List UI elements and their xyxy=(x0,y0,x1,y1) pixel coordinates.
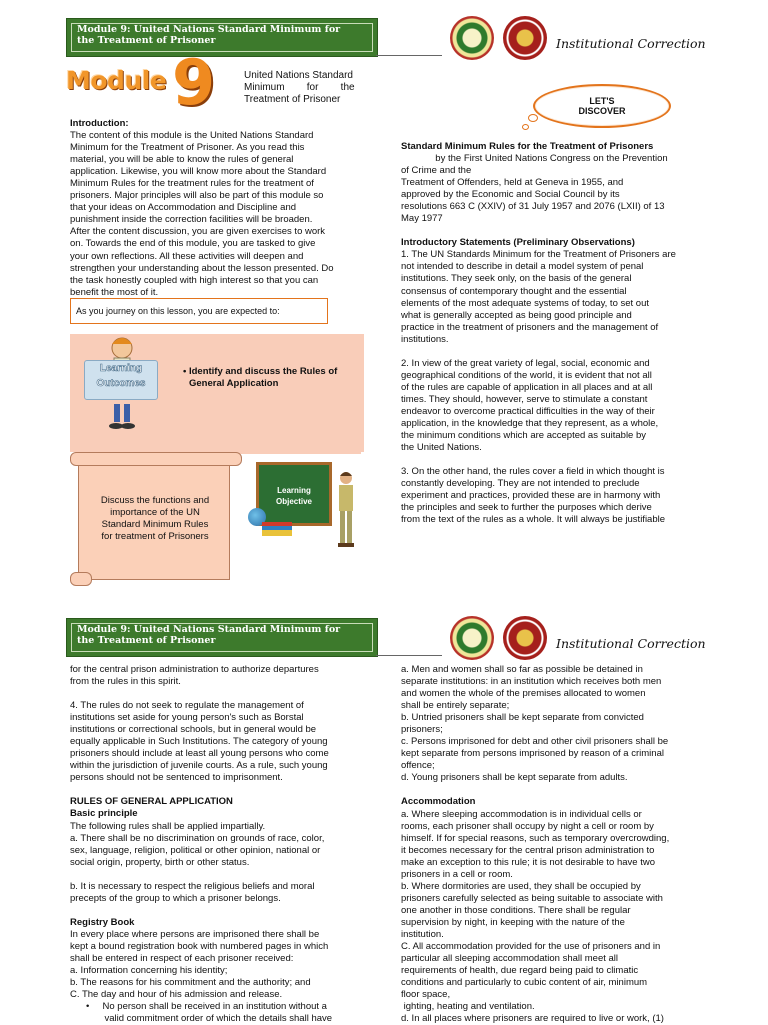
introduction-heading: Introduction: xyxy=(70,118,129,129)
paragraph-line: practice in the treatment of prisoners and the management of xyxy=(401,321,659,333)
paragraph-line: within the jurisdiction of juvenile courts. As a rule, such young xyxy=(70,760,328,772)
paragraph-line: b. Where dormitories are used, they shall be occupied by xyxy=(401,880,641,892)
header-divider xyxy=(376,55,442,56)
paragraph-line: prisoners should include at least all young persons who come xyxy=(70,748,329,760)
standard-minimum-rules-section xyxy=(401,141,727,526)
paragraph-line: conditions and particularly to cubic content of air, minimum xyxy=(401,977,648,989)
paragraph-line: In every place where persons are imprisoned there shall be xyxy=(70,928,320,940)
paragraph-line: kept separate from persons imprisoned by reason of a criminal xyxy=(401,748,664,760)
paragraph-line: the minimum conditions which are accepted as suitable by xyxy=(401,430,647,442)
paragraph-line: rooms, each prisoner shall occupy by night a cell or room by xyxy=(401,820,654,832)
paragraph-line: equally applicable in Such Institutions. The category of young xyxy=(70,736,328,748)
paragraph-line: prisoners; xyxy=(401,724,443,736)
paragraph-line: a. Men and women shall so far as possible be detained in xyxy=(401,664,643,675)
basic-principle-heading: Basic principle xyxy=(70,808,138,820)
paragraph-line: not intended to describe in detail a model system of penal xyxy=(401,261,644,273)
teacher-icon xyxy=(332,470,360,550)
rules-left-column xyxy=(70,664,366,1025)
intro-line: on. Towards the end of this module, you are tasked to give xyxy=(70,238,316,250)
section-heading: Standard Minimum Rules for the Treatment of Prisoners xyxy=(401,141,654,152)
intro-statements-heading: Introductory Statements (Preliminary Observations) xyxy=(401,237,635,249)
registry-book-heading: Registry Book xyxy=(70,916,135,928)
paragraph-line: what is generally accepted as being good principle and xyxy=(401,309,632,321)
paragraph-line: offence; xyxy=(401,760,435,772)
paragraph-line: for the central prison administration to authorize departures xyxy=(70,664,319,675)
paragraph-line: the United Nations. xyxy=(401,442,482,454)
rules-right-column xyxy=(401,664,727,1025)
intro-line: that your ideas on Accommodation and Discipline and xyxy=(70,202,297,214)
paragraph-line: kept a bound registration book with numbered pages in which xyxy=(70,940,329,952)
intro-line: application. Likewise, you will know more about the Standard xyxy=(70,166,327,178)
paragraph-line: particular all sleeping accommodation shall meet all xyxy=(401,953,619,965)
paragraph-line: persons should not be sentenced to imprisonment. xyxy=(70,772,283,784)
journey-box xyxy=(70,298,328,324)
bullet-line: • No person shall be received in an institution without a xyxy=(86,1001,327,1013)
paragraph-line: sex, language, religion, political or other opinion, national or xyxy=(70,844,321,856)
rules-heading: RULES OF GENERAL APPLICATION xyxy=(70,796,233,808)
adopted-line: approved by the Economic and Social Council by its xyxy=(401,189,620,201)
intro-line: your own reflections. All these activities will deepen and xyxy=(70,250,304,262)
lets-discover-cloud: LET'S DISCOVER xyxy=(533,84,671,128)
paragraph-line: C. All accommodation provided for the use of prisoners and in xyxy=(401,941,661,953)
journey-text: As you journey on this lesson, you are expected to: xyxy=(76,306,280,316)
paragraph-line: 1. The UN Standards Minimum for the Treatment of Prisoners are xyxy=(401,249,676,261)
university-seal-icon xyxy=(450,616,494,660)
learning-outcomes-box xyxy=(70,334,364,452)
objective-panel xyxy=(177,352,361,454)
paragraph-line: and women the whole of the premises allocated to women xyxy=(401,688,646,700)
learning-outcomes-sign: Learning Outcomes xyxy=(84,360,158,400)
paragraph-line: precepts of the group to which a prisoner belongs. xyxy=(70,892,281,904)
paragraph-line: ighting, heating and ventilation. xyxy=(401,1001,535,1013)
paragraph-line: application, in the knowledge that they represent, as a whole, xyxy=(401,417,659,429)
adopted-line: of Crime and the xyxy=(401,165,472,177)
adopted-line: May 1977 xyxy=(401,213,443,225)
paragraph-line: institutions or correctional schools, but in general would be xyxy=(70,724,317,736)
paragraph-line: from the rules in this spirit. xyxy=(70,676,181,688)
paragraph-line: experiment and practices, provided these are in harmony with xyxy=(401,490,661,502)
paragraph-line: one another in those conditions. There shall be regular xyxy=(401,904,631,916)
intro-line: Minimum Rules for the treatment rules for the treatment of xyxy=(70,178,314,190)
paragraph-line: b. The reasons for his commitment and the authority; and xyxy=(70,977,311,989)
paragraph-line: social origin, property, birth or other status. xyxy=(70,856,250,868)
intro-line: benefit the most of it. xyxy=(70,286,159,298)
paragraph-line: separate institutions: in an institution which receives both men xyxy=(401,676,662,688)
module-subtitle: United Nations Standard Minimum for the Treatment of Prisoner xyxy=(244,70,355,105)
learning-objective-chalkboard: Learning Objective xyxy=(256,462,332,526)
paragraph-line: a. Information concerning his identity; xyxy=(70,964,228,976)
paragraph-line: floor space, xyxy=(401,989,451,1001)
module-header-band xyxy=(66,618,378,657)
paragraph-line: of the rules are capable of application in all places and at all xyxy=(401,381,653,393)
scroll-text: Discuss the functions and importance of the UN Standard Minimum Rules for treatment of Prisoners xyxy=(100,495,210,542)
paragraph-line: c. Persons imprisoned for debt and other civil prisoners shall be xyxy=(401,736,669,748)
institution-label: Institutional Correction xyxy=(556,36,706,51)
intro-line: prisoners. Major principles will also be part of this module so xyxy=(70,190,324,202)
intro-line: strengthen your understanding about the lesson presented. Do xyxy=(70,262,334,274)
paragraph-line: b. It is necessary to respect the religious beliefs and moral xyxy=(70,880,315,892)
introduction-section xyxy=(70,118,366,299)
paragraph-line: consensus of contemporary thought and the essential xyxy=(401,285,627,297)
paragraph-line: times. They should, however, serve to stimulate a constant xyxy=(401,393,648,405)
objective-bullet: • Identify and discuss the Rules of General Application xyxy=(183,366,338,389)
paragraph-line: endeavor to overcome practical difficulties in the way of their xyxy=(401,405,655,417)
module-header-title: Module 9: United Nations Standard Minimum for the Treatment of Prisoner xyxy=(77,24,341,46)
bullet-line: valid commitment order of which the details shall have xyxy=(86,1013,333,1025)
paragraph-line: from the text of the rules as a whole. It will always be justifiable xyxy=(401,514,666,526)
paragraph-line: 2. In view of the great variety of legal, social, economic and xyxy=(401,357,650,369)
paragraph-line: institutions. xyxy=(401,333,449,345)
paragraph-line: d. Young prisoners shall be kept separate from adults. xyxy=(401,772,628,784)
paragraph-line: elements of the most adequate systems of today, to set out xyxy=(401,297,650,309)
objective-scroll xyxy=(66,452,244,586)
paragraph-line: prisoners in a cell or room. xyxy=(401,868,513,880)
header-divider xyxy=(376,655,442,656)
college-seal-icon xyxy=(503,616,547,660)
paragraph-line: a. Where sleeping accommodation is in individual cells or xyxy=(401,808,642,820)
paragraph-line: shall be entirely separate; xyxy=(401,700,510,712)
module-header-title: Module 9: United Nations Standard Minimum for the Treatment of Prisoner xyxy=(77,624,341,646)
paragraph-line: C. The day and hour of his admission and release. xyxy=(70,989,283,1001)
paragraph-line: b. Untried prisoners shall be kept separate from convicted xyxy=(401,712,644,724)
paragraph-line: institution. xyxy=(401,928,444,940)
intro-line: After the content discussion, you are given exercises to work xyxy=(70,226,326,238)
college-seal-icon xyxy=(503,16,547,60)
intro-line: the task honestly coupled with high interest so that you can xyxy=(70,274,319,286)
paragraph-line: shall be entered in respect of each prisoner received: xyxy=(70,952,294,964)
adopted-line: Treatment of Offenders, held at Geneva in 1955, and xyxy=(401,177,624,189)
paragraph-line: institutions. They seek only, on the basis of the general xyxy=(401,273,632,285)
university-seal-icon xyxy=(450,16,494,60)
paragraph-line: prisoners carefully selected as being suitable to associate with xyxy=(401,892,663,904)
module-badge-number: 9 xyxy=(172,46,216,119)
paragraph-line: 3. On the other hand, the rules cover a field in which thought is xyxy=(401,466,665,478)
intro-line: The content of this module is the United Nations Standard xyxy=(70,130,314,142)
paragraph-line: a. There shall be no discrimination on grounds of race, color, xyxy=(70,832,325,844)
intro-line: punishment inside the correction facilities will be broaden. xyxy=(70,214,313,226)
paragraph-line: d. In all places where prisoners are required to live or work, (1) xyxy=(401,1013,664,1025)
paragraph-line: supervision by night, in keeping with the nature of the xyxy=(401,916,625,928)
paragraph-line: requirements of health, due regard being paid to climatic xyxy=(401,965,639,977)
intro-line: material, you will be able to know the rules of general xyxy=(70,154,294,166)
page-2 xyxy=(0,600,768,1024)
accommodation-heading: Accommodation xyxy=(401,796,476,808)
paragraph-line: the principles and seek to further the purposes which derive xyxy=(401,502,652,514)
adopted-line: by the First United Nations Congress on the Prevention xyxy=(401,153,668,165)
paragraph-line: himself. If for special reasons, such as temporary overcrowding, xyxy=(401,832,670,844)
books-icon xyxy=(262,522,292,536)
paragraph-line: constantly developing. They are not intended to preclude xyxy=(401,478,640,490)
module-badge-word: Module xyxy=(66,66,167,95)
paragraph-line: geographical conditions of the world, it is evident that not all xyxy=(401,369,652,381)
module-header-band xyxy=(66,18,378,57)
paragraph-line: make an exception to this rule; it is not desirable to have two xyxy=(401,856,655,868)
paragraph-line: it becomes necessary for the central prison administration to xyxy=(401,844,655,856)
intro-line: Minimum for the Treatment of Prisoner. As you read this xyxy=(70,142,305,154)
paragraph-line: The following rules shall be applied impartially. xyxy=(70,820,266,832)
adopted-line: resolutions 663 C (XXIV) of 31 July 1957 and 2076 (LXII) of 13 xyxy=(401,201,665,213)
institution-label: Institutional Correction xyxy=(556,636,706,651)
paragraph-line: institutions set aside for young person's such as Borstal xyxy=(70,712,304,724)
paragraph-line: 4. The rules do not seek to regulate the management of xyxy=(70,700,304,712)
